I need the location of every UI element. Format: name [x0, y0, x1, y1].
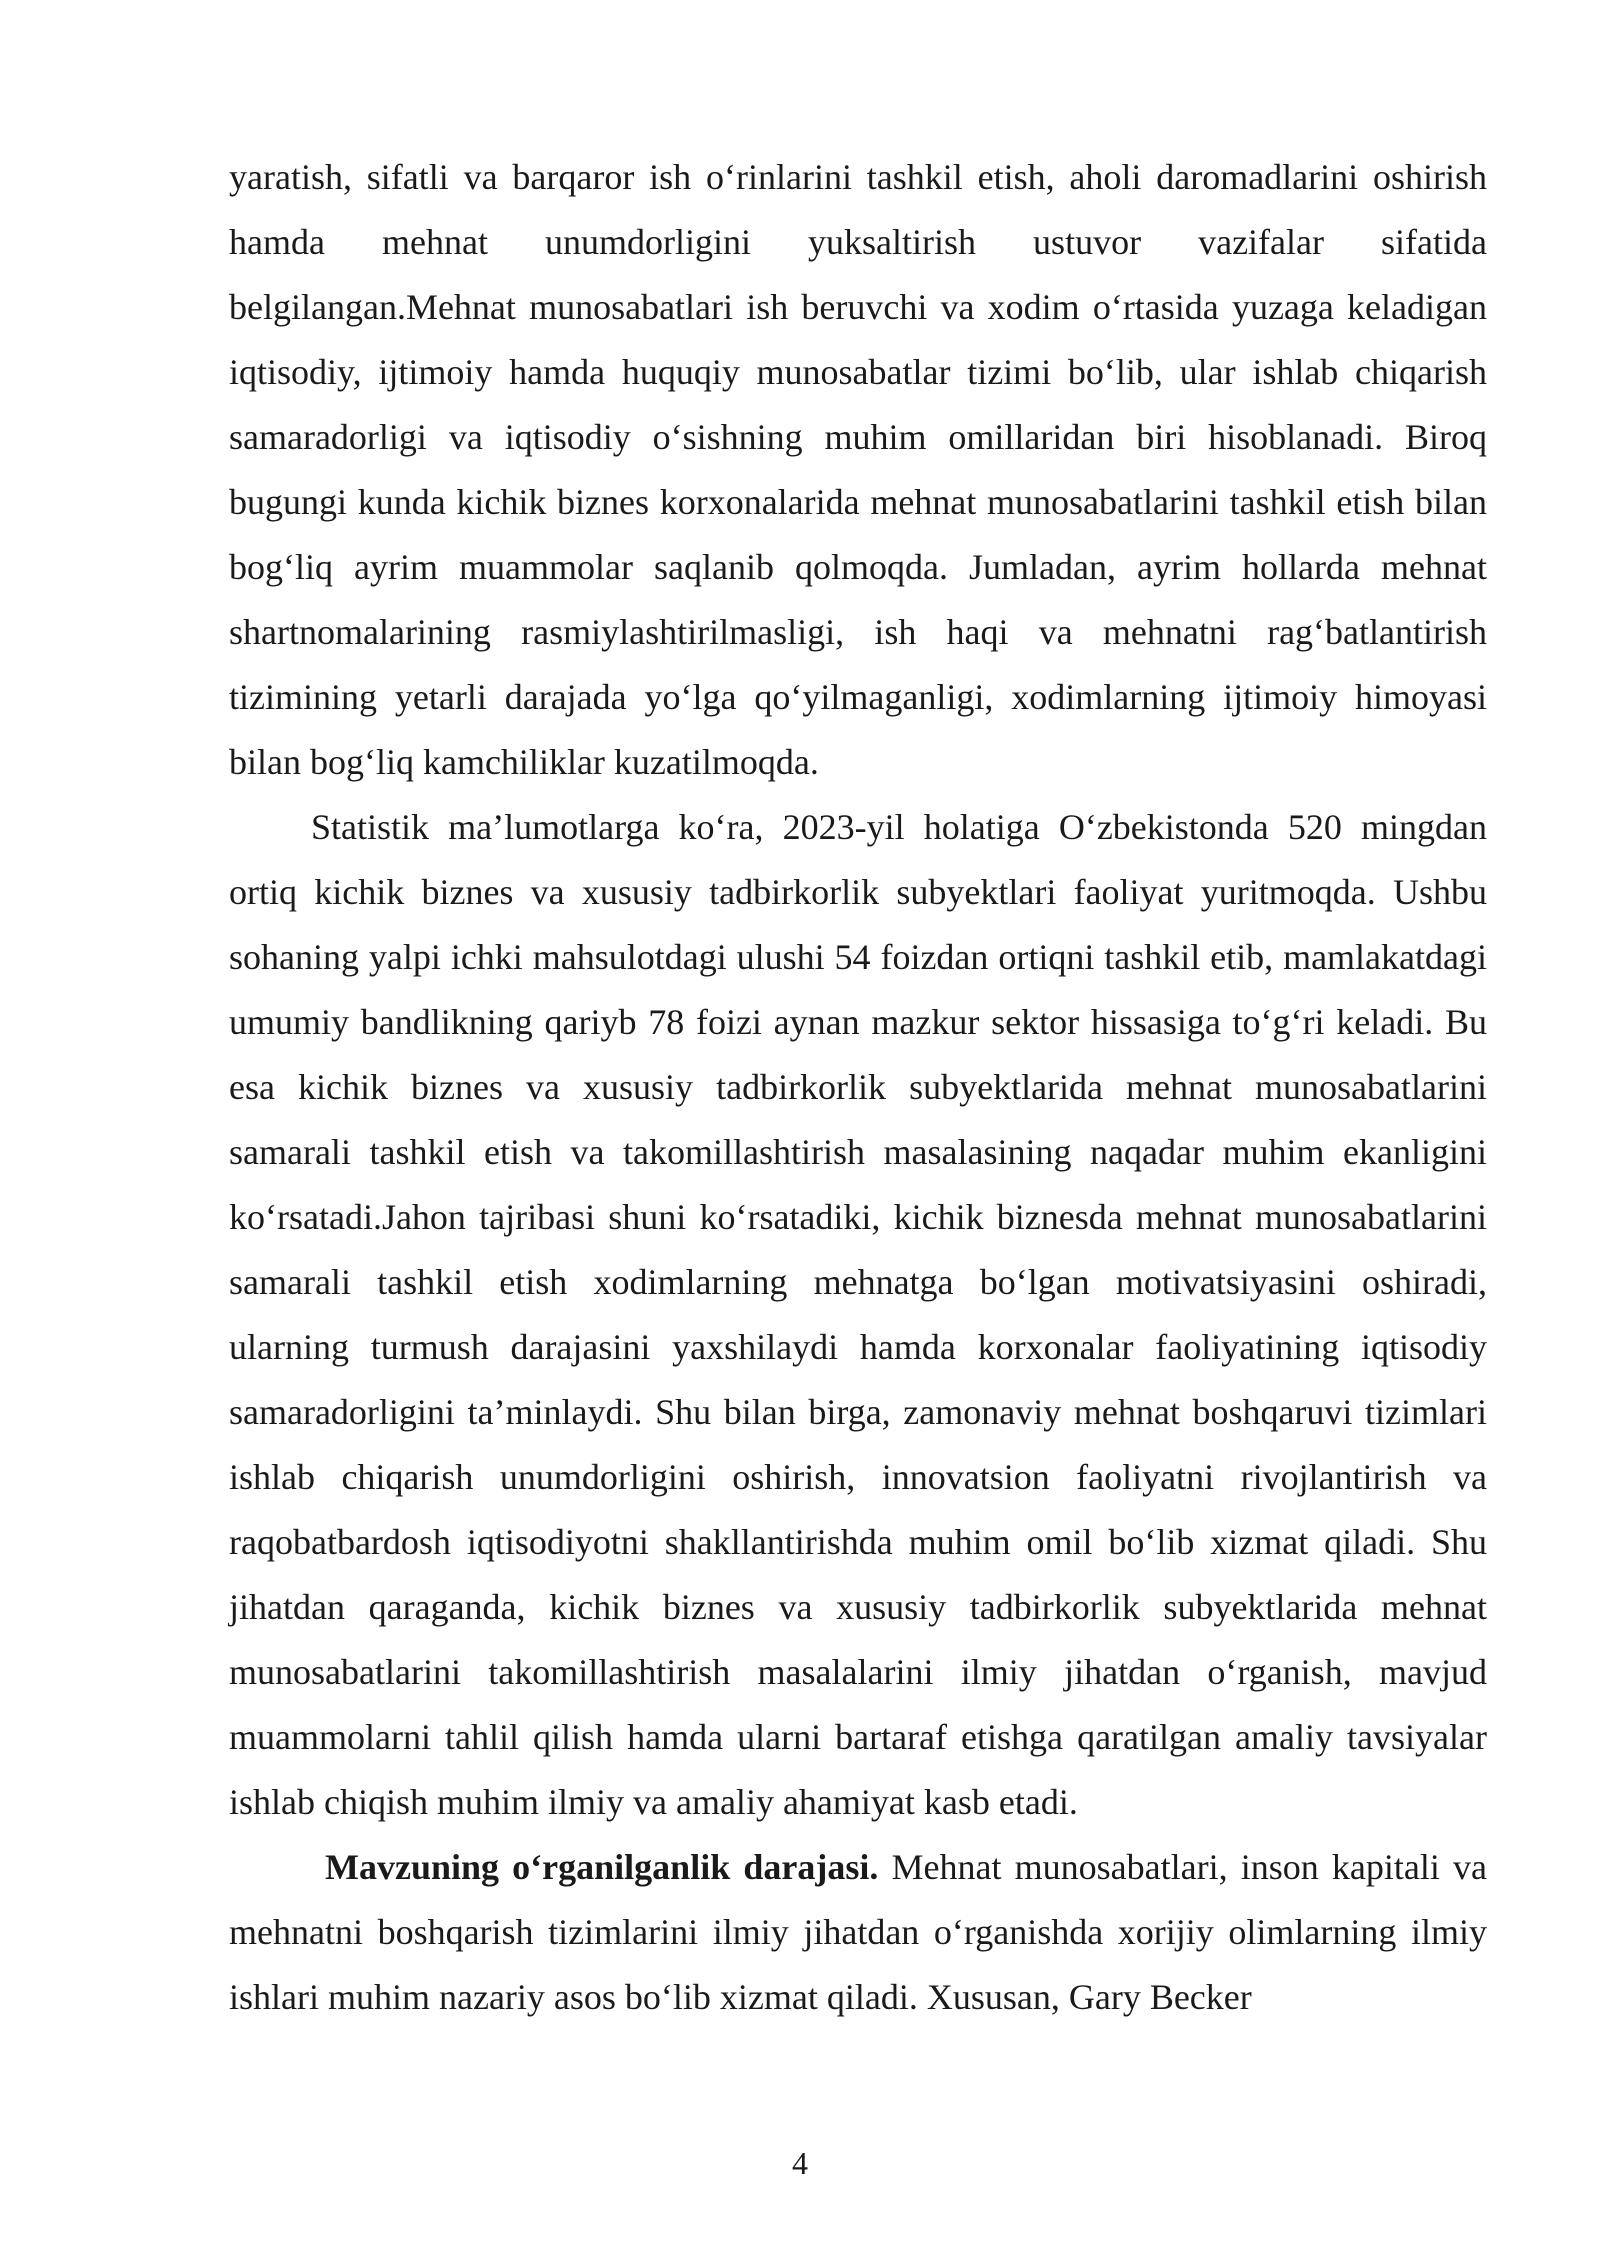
page-number: 4 [792, 2145, 808, 2181]
paragraph-1: yaratish, sifatli va barqaror ish o‘rinlarini tashkil etish, aholi daromadlarini oshirish hamda mehnat unumdorligini yuksaltirish ustuvor vazifalar sifatida belgilangan.Mehnat munosabatlari ish beruvchi va xodim o‘rtasida yuzaga keladigan iqtisodiy, ijtimoiy hamda huquqiy munosabatlar tizimi bo‘lib, ular ishlab chiqarish samaradorligi va iqtisodiy o‘sishning muhim omillaridan biri hisoblanadi. Biroq bugungi kunda kichik biznes korxonalarida mehnat munosabatlarini tashkil etish bilan bog‘liq ayrim muammolar saqlanib qolmoqda. Jumladan, ayrim hollarda mehnat shartnomalarining rasmiylashtirilmasligi, ish haqi va mehnatni rag‘batlantirish tizimining yetarli darajada yo‘lga qo‘yilmaganligi, xodimlarning ijtimoiy himoyasi bilan bog‘liq kamchiliklar kuzatilmoqda. [229, 157, 1487, 782]
body-text [229, 145, 1487, 2030]
paragraph-3 [229, 1835, 1487, 2030]
paragraph-2: Statistik ma’lumotlarga ko‘ra, 2023-yil holatiga O‘zbekistonda 520 mingdan ortiq kichik biznes va xususiy tadbirkorlik subyektlari faoliyat yuritmoqda. Ushbu sohaning yalpi ichki mahsulotdagi ulushi 54 foizdan ortiqni tashkil etib, mamlakatdagi umumiy bandlikning qariyb 78 foizi aynan mazkur sektor hissasiga to‘g‘ri keladi. Bu esa kichik biznes va xususiy tadbirkorlik subyektlarida mehnat munosabatlarini samarali tashkil etish va takomillashtirish masalasining naqadar muhim ekanligini ko‘rsatadi.Jahon tajribasi shuni ko‘rsatadiki, kichik biznesda mehnat munosabatlarini samarali tashkil etish xodimlarning mehnatga bo‘lgan motivatsiyasini oshiradi, ularning turmush darajasini yaxshilaydi hamda korxonalar faoliyatining iqtisodiy samaradorligini ta’minlaydi. Shu bilan birga, zamonaviy mehnat boshqaruvi tizimlari ishlab chiqarish unumdorligini oshirish, innovatsion faoliyatni rivojlantirish va raqobatbardosh iqtisodiyotni shakllantirishda muhim omil bo‘lib xizmat qiladi. Shu jihatdan qaraganda, kichik biznes va xususiy tadbirkorlik subyektlarida mehnat munosabatlarini takomillashtirish masalalarini ilmiy jihatdan o‘rganish, mavjud muammolarni tahlil qilish hamda ularni bartaraf etishga qaratilgan amaliy tavsiyalar ishlab chiqish muhim ilmiy va amaliy ahamiyat kasb etadi. [229, 807, 1487, 1822]
paragraph-3-text: Mehnat munosabatlari, inson kapitali va mehnatni boshqarish tizimlarini ilmiy jihatdan o‘rganishda xorijiy olimlarning ilmiy ishlari muhim nazariy asos bo‘lib xizmat qiladi. Xususan, Gary Becker [229, 1847, 1487, 2017]
section-heading: Mavzuning o‘rganilganlik darajasi. [325, 1847, 879, 1887]
